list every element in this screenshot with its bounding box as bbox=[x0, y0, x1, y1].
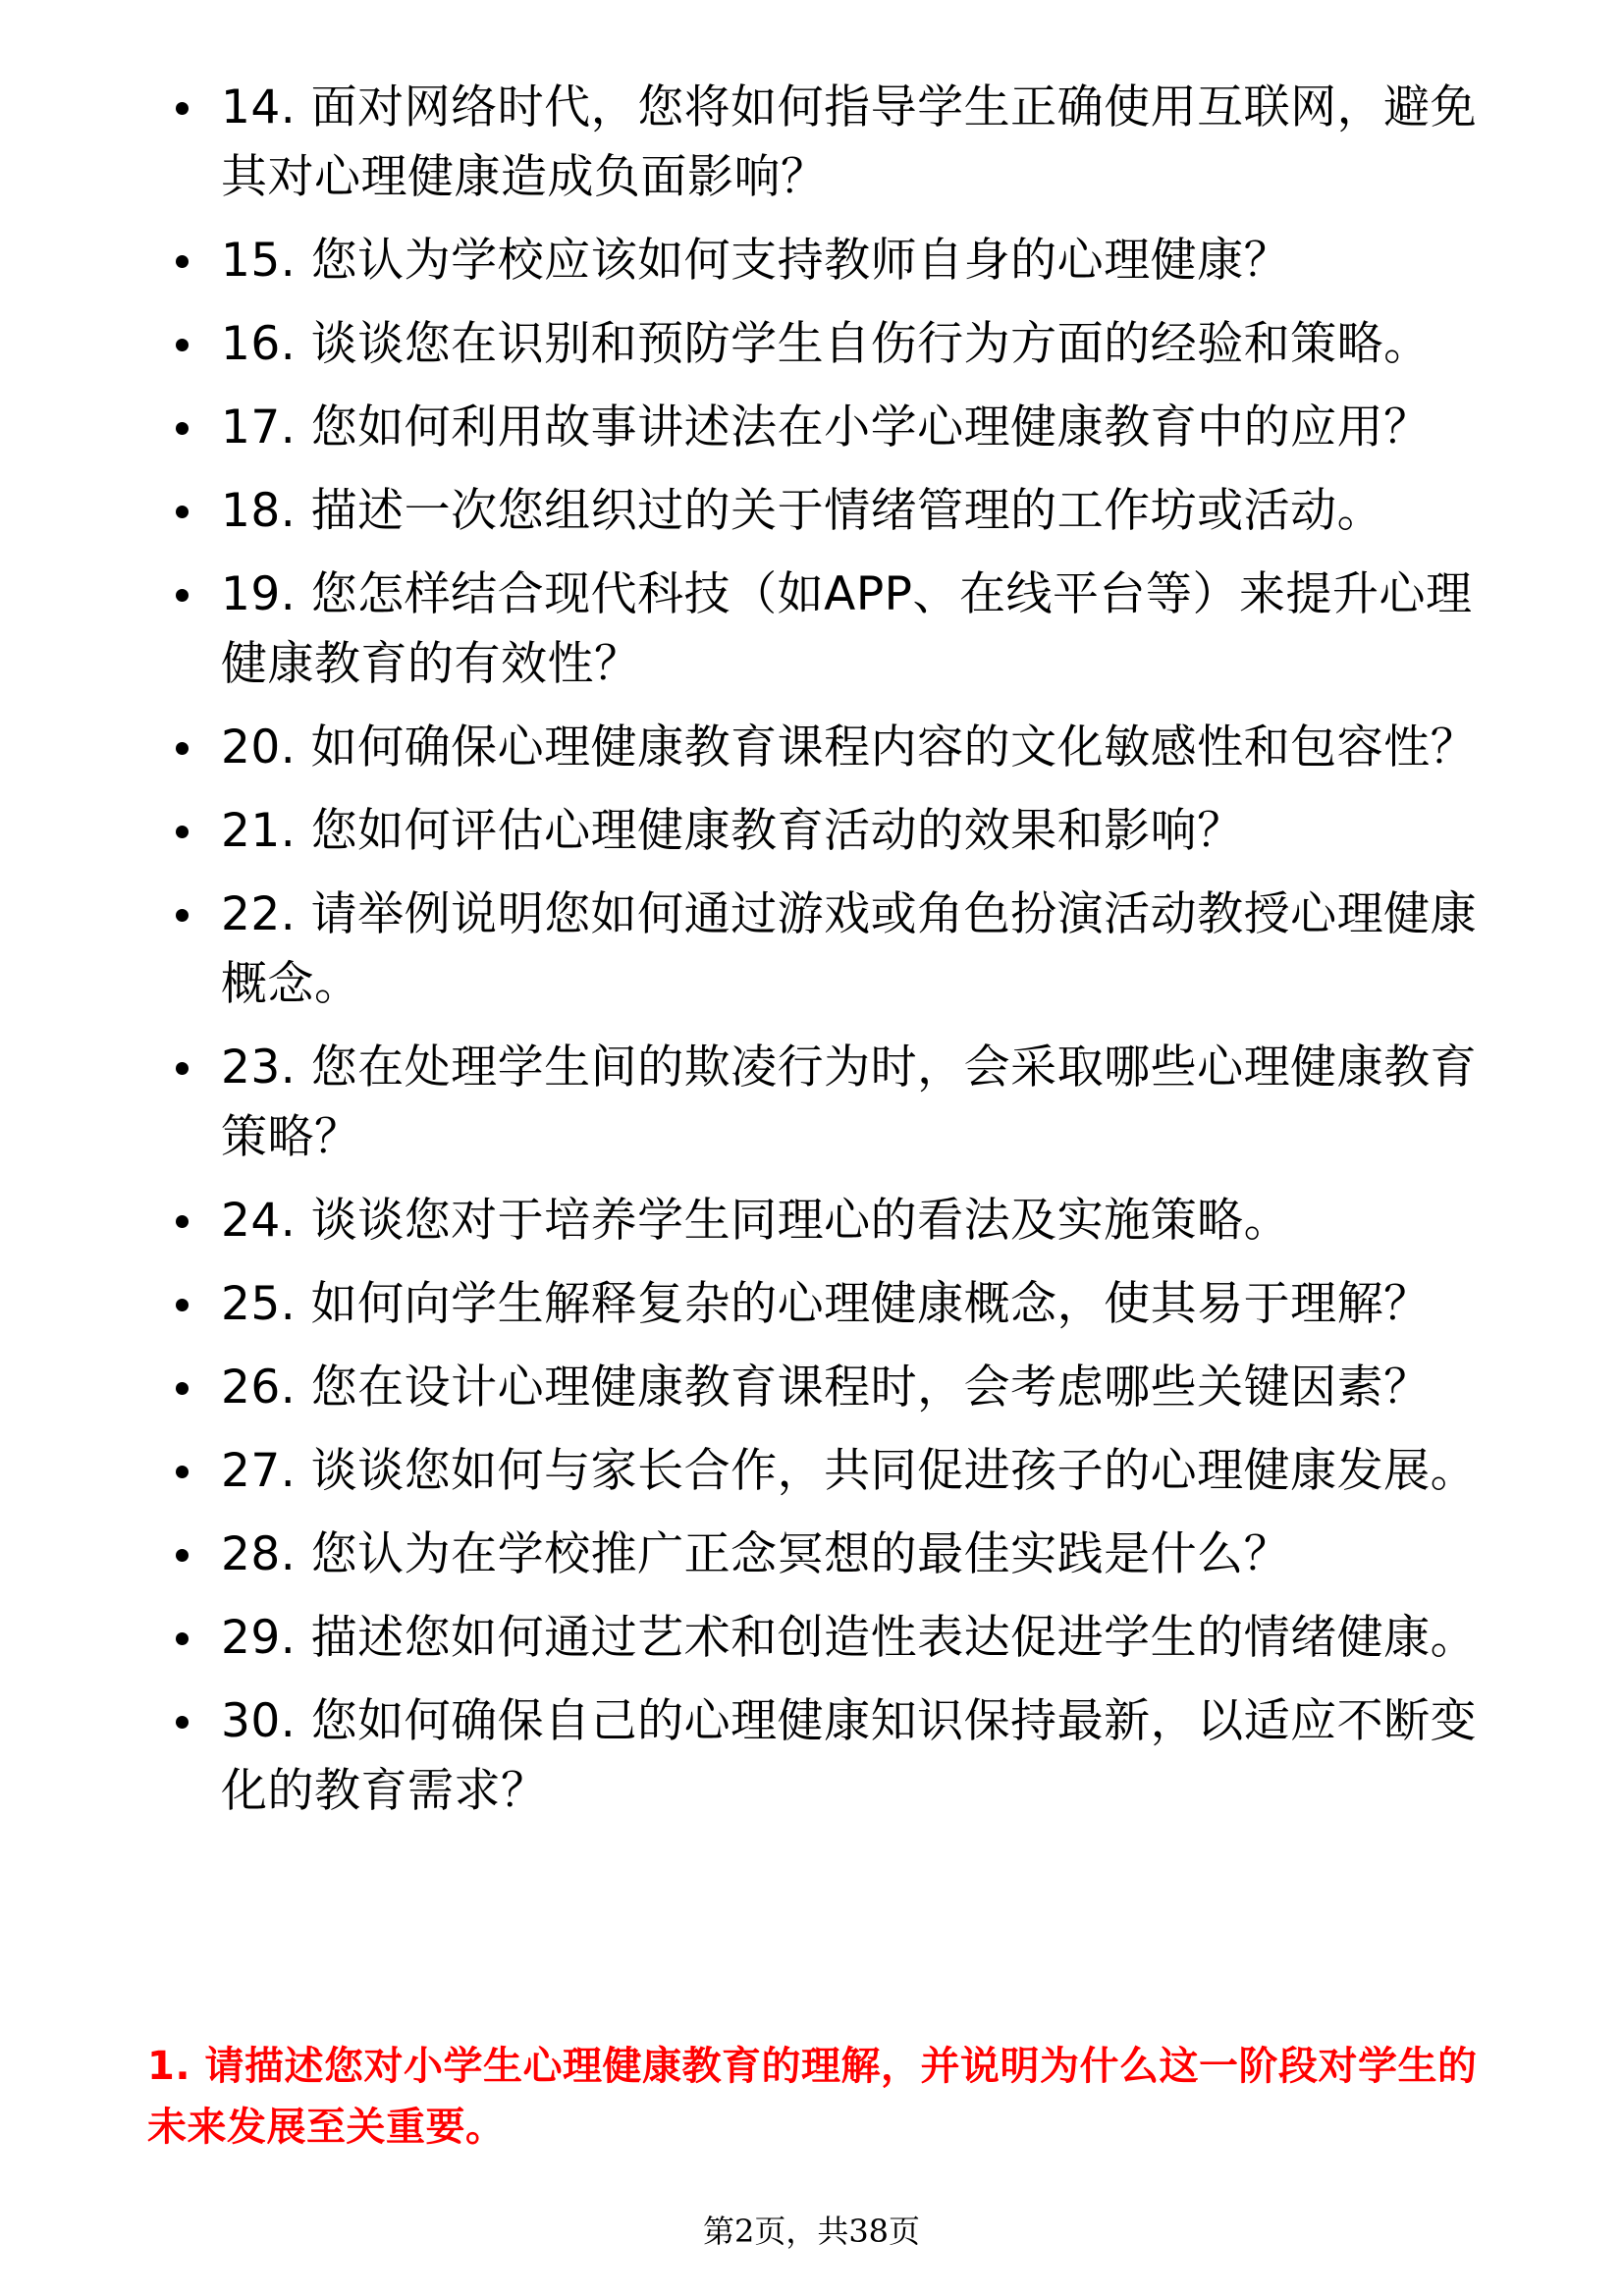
bullet-icon bbox=[176, 826, 189, 838]
question-text: 23. 您在处理学生间的欺凌行为时，会采取哪些心理健康教育策略？ bbox=[221, 1041, 1478, 1164]
bullet-icon bbox=[176, 422, 189, 435]
list-item bbox=[0, 1033, 1478, 1172]
question-text: 19. 您怎样结合现代科技（如APP、在线平台等）来提升心理健康教育的有效性？ bbox=[221, 567, 1473, 691]
bullet-icon bbox=[176, 1382, 189, 1395]
bullet-icon bbox=[176, 339, 189, 351]
bullet-icon bbox=[176, 1549, 189, 1562]
question-text: 27. 谈谈您如何与家长合作，共同促进孩子的心理健康发展。 bbox=[221, 1444, 1478, 1498]
bullet-icon bbox=[176, 102, 189, 115]
list-item bbox=[0, 1686, 1478, 1826]
bullet-icon bbox=[176, 1215, 189, 1228]
bullet-icon bbox=[176, 255, 189, 268]
list-item bbox=[0, 713, 1478, 782]
question-text: 30. 您如何确保自己的心理健康知识保持最新，以适应不断变化的教育需求？ bbox=[221, 1694, 1478, 1818]
question-text: 29. 描述您如何通过艺术和创造性表达促进学生的情绪健康。 bbox=[221, 1611, 1478, 1665]
list-item bbox=[0, 1603, 1478, 1673]
list-item bbox=[0, 73, 1478, 212]
question-text: 20. 如何确保心理健康教育课程内容的文化敏感性和包容性？ bbox=[221, 721, 1478, 774]
question-text: 14. 面对网络时代，您将如何指导学生正确使用互联网，避免其对心理健康造成负面影响？ bbox=[221, 80, 1478, 204]
list-item bbox=[0, 880, 1478, 1019]
bullet-icon bbox=[176, 589, 189, 602]
bullet-icon bbox=[176, 909, 189, 922]
question-text: 22. 请举例说明您如何通过游戏或角色扮演活动教授心理健康概念。 bbox=[221, 887, 1478, 1011]
bullet-icon bbox=[176, 742, 189, 755]
bullet-icon bbox=[176, 1716, 189, 1729]
bullet-icon bbox=[176, 1632, 189, 1645]
bullet-icon bbox=[176, 1466, 189, 1478]
bullet-icon bbox=[176, 506, 189, 518]
question-text: 26. 您在设计心理健康教育课程时，会考虑哪些关键因素？ bbox=[221, 1361, 1431, 1415]
list-item bbox=[0, 226, 1478, 295]
list-item bbox=[0, 1353, 1478, 1422]
question-text: 18. 描述一次您组织过的关于情绪管理的工作坊或活动。 bbox=[221, 484, 1384, 538]
question-text: 28. 您认为在学校推广正念冥想的最佳实践是什么？ bbox=[221, 1527, 1291, 1581]
question-text: 24. 谈谈您对于培养学生同理心的看法及实施策略。 bbox=[221, 1194, 1291, 1248]
bullet-icon bbox=[176, 1062, 189, 1075]
list-item bbox=[0, 1520, 1478, 1589]
list-item bbox=[0, 393, 1478, 462]
list-item bbox=[0, 476, 1478, 546]
question-text: 25. 如何向学生解释复杂的心理健康概念，使其易于理解？ bbox=[221, 1277, 1431, 1331]
bullet-icon bbox=[176, 1299, 189, 1311]
question-text: 15. 您认为学校应该如何支持教师自身的心理健康？ bbox=[221, 234, 1291, 288]
list-item bbox=[0, 1436, 1478, 1506]
list-item bbox=[0, 309, 1478, 379]
question-text: 17. 您如何利用故事讲述法在小学心理健康教育中的应用？ bbox=[221, 400, 1431, 454]
question-text: 21. 您如何评估心理健康教育活动的效果和影响？ bbox=[221, 804, 1244, 858]
highlighted-question-heading: 1. 请描述您对小学生心理健康教育的理解，并说明为什么这一阶段对学生的未来发展至关重要。 bbox=[147, 2044, 1478, 2150]
page-number-footer: 第2页，共38页 bbox=[702, 2213, 921, 2250]
list-item bbox=[0, 796, 1478, 866]
list-item bbox=[0, 1269, 1478, 1339]
list-item bbox=[0, 1186, 1478, 1255]
question-text: 16. 谈谈您在识别和预防学生自伤行为方面的经验和策略。 bbox=[221, 317, 1431, 371]
question-list bbox=[0, 73, 1623, 1840]
list-item bbox=[0, 560, 1478, 699]
